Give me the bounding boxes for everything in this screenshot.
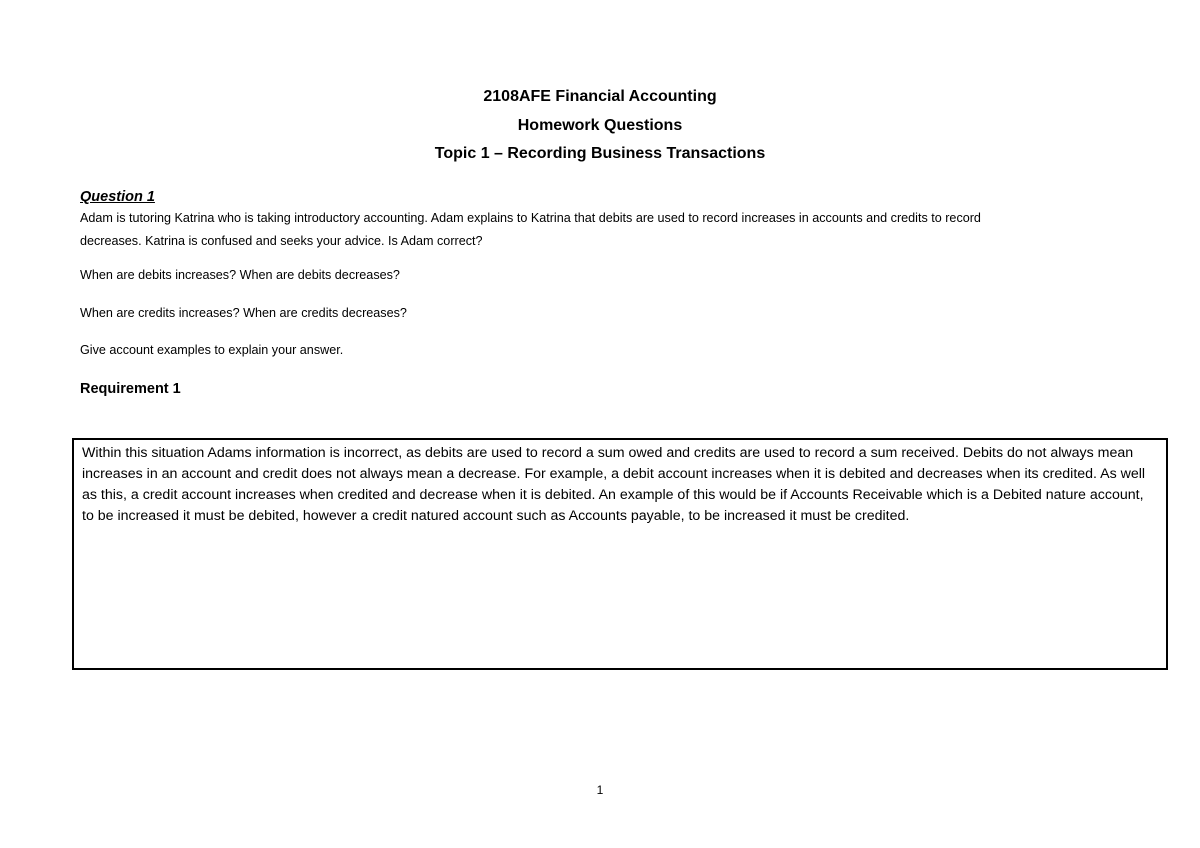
prompt-debits: When are debits increases? When are debits decreases? <box>80 268 400 282</box>
course-title: 2108AFE Financial Accounting <box>483 88 717 105</box>
page-number: 1 <box>596 783 604 797</box>
topic-title: Topic 1 – Recording Business Transactions <box>434 145 766 162</box>
document-subtitle: Homework Questions <box>517 116 683 134</box>
answer-text: Within this situation Adams information is incorrect, as debits are used to record a sum owed and credits are used to record a sum received. Debits do not always mean increases in an account and credit does not always mean a decrease. For example, a debit account increases when it is debited and decreases when its credited. As well as this, a credit account increases when credited and decrease when it is debited. An example of this would be if Accounts Receivable which is a Debited nature account, to be increased it must be debited, however a credit natured account such as Accounts payable, to be increased it must be credited. <box>82 445 1146 524</box>
question-body-line-2: decreases. Katrina is confused and seeks your advice. Is Adam correct? <box>80 234 483 248</box>
requirement-heading: Requirement 1 <box>80 381 181 397</box>
question-section <box>80 188 1170 357</box>
question-body-line-1: Adam is tutoring Katrina who is taking introductory accounting. Adam explains to Katrina that debits are used to record increases in accounts and credits to record <box>80 211 981 225</box>
prompt-examples: Give account examples to explain your answer. <box>80 343 344 357</box>
prompt-credits: When are credits increases? When are credits decreases? <box>80 306 407 320</box>
question-title: Question 1 <box>80 189 155 205</box>
document-header <box>0 83 1200 169</box>
answer-box[interactable] <box>72 438 1168 670</box>
